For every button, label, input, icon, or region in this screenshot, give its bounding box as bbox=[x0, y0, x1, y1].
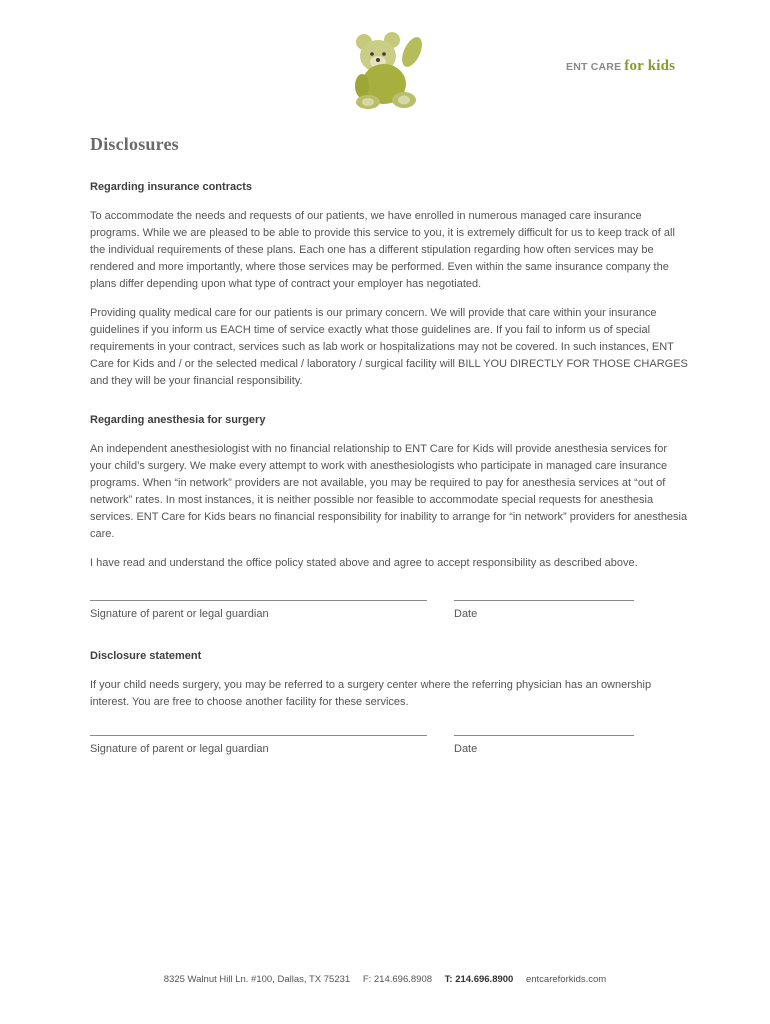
footer-phone: T: 214.696.8900 bbox=[444, 974, 514, 985]
signature-label-1: Signature of parent or legal guardian bbox=[90, 608, 269, 620]
disclosure-heading: Disclosure statement bbox=[90, 650, 202, 662]
insurance-paragraph-2: Providing quality medical care for our patients is our primary concern. We will provide that care within your insurance guidelines if you inform us EACH time of service exactly what those guidelines are. If you fail to inform us of special requirements in your contract, services such as lab work or hospitalizations may not be covered. In such instances, ENT Care for Kids and / or the selected medical / laboratory / surgical facility will BILL YOU DIRECTLY FOR THOSE CHARGES and they will be your financial responsibility. bbox=[90, 307, 688, 387]
anesthesia-paragraph-1: An independent anesthesiologist with no financial relationship to ENT Care for Kids will provide anesthesia services for your child’s surgery. We make every attempt to work with anesthesiologists who participate in managed care insurance programs. When “in network” providers are not available, you may be required to pay for anesthesia services at “out of network” rates. In most instances, it is neither possible nor feasible to accommodate special requests for anesthesia services. ENT Care for Kids bears no financial responsibility for inability to arrange for “in network” providers for anesthesia care. bbox=[90, 443, 688, 540]
anesthesia-heading: Regarding anesthesia for surgery bbox=[90, 414, 266, 426]
date-line-2[interactable] bbox=[454, 735, 634, 736]
footer-fax: F: 214.696.8908 bbox=[362, 974, 433, 985]
brand-wordmark bbox=[566, 58, 675, 75]
page-title: Disclosures bbox=[90, 134, 179, 154]
footer-website: entcareforkids.com bbox=[525, 974, 607, 985]
date-label-1: Date bbox=[454, 608, 478, 620]
insurance-paragraph-1: To accommodate the needs and requests of our patients, we have enrolled in numerous managed care insurance programs. While we are pleased to be able to provide this service to you, it is extremely difficult for us to keep track of all the individual requirements of these plans. Each one has a different stipulation regarding how often services may be rendered and more importantly, where those services may be performed. Even within the same insurance company the plans differ depending upon what type of contract your employer has negotiated. bbox=[90, 210, 675, 290]
brand-ent-care: ENT CARE bbox=[566, 61, 622, 73]
signature-line-2[interactable] bbox=[90, 735, 427, 736]
brand-for-kids: for kids bbox=[624, 58, 676, 74]
insurance-heading: Regarding insurance contracts bbox=[90, 181, 252, 193]
footer-contact bbox=[0, 974, 770, 985]
teddy-bear-logo bbox=[340, 30, 432, 110]
signature-label-2: Signature of parent or legal guardian bbox=[90, 743, 269, 755]
disclosure-paragraph: If your child needs surgery, you may be referred to a surgery center where the referring physician has an ownership interest. You are free to choose another facility for these services. bbox=[90, 679, 652, 708]
acknowledgement-paragraph: I have read and understand the office policy stated above and agree to accept responsibility as described above. bbox=[90, 557, 638, 569]
footer-address: 8325 Walnut Hill Ln. #100, Dallas, TX 75231 bbox=[163, 974, 351, 985]
date-line-1[interactable] bbox=[454, 600, 634, 601]
signature-row-2 bbox=[90, 735, 690, 771]
signature-line-1[interactable] bbox=[90, 600, 427, 601]
date-label-2: Date bbox=[454, 743, 478, 755]
document-body bbox=[90, 134, 690, 771]
signature-row-1 bbox=[90, 600, 690, 636]
